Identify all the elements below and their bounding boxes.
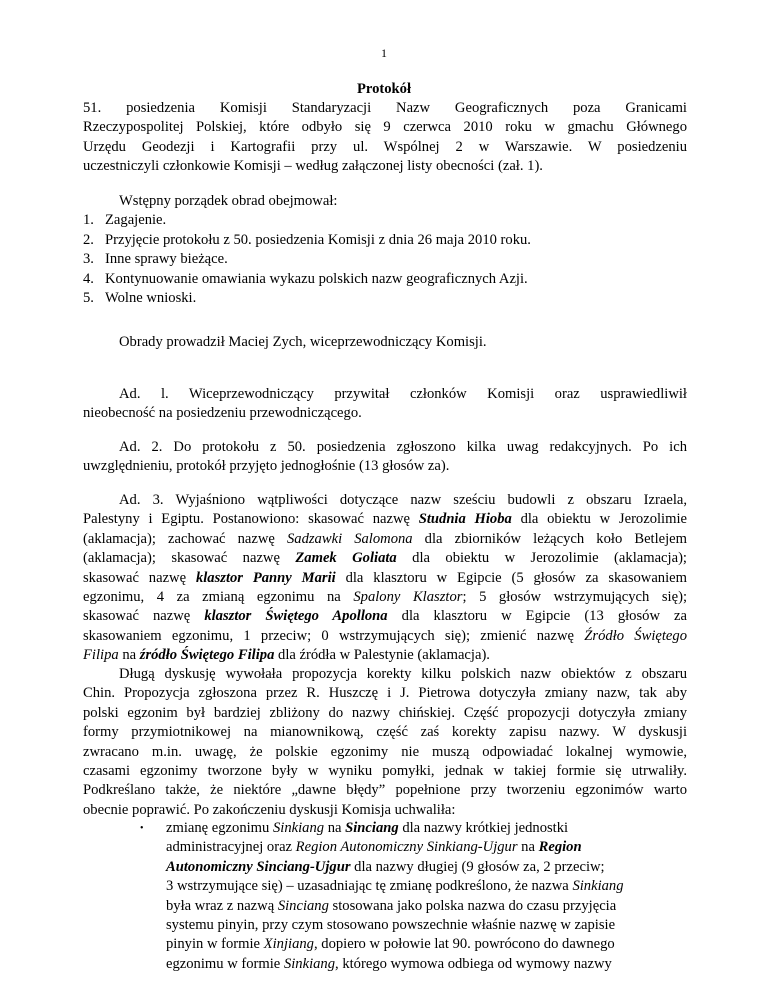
emphasis: źródło Świętego Filipa <box>139 647 275 664</box>
text-line: obecnie poprawić. Po zakończeniu dyskusji Komisja uchwaliła: <box>83 801 456 818</box>
agenda-item-text: Przyjęcie protokołu z 50. posiedzenia Komisji z dnia 26 maja 2010 roku. <box>105 231 531 248</box>
text-line: 3 wstrzymujące się) – uzasadniając tę zmianę podkreślono, że nazwa Sinkiang <box>166 878 624 895</box>
emphasis: Sadzawki Salomona <box>286 530 413 547</box>
text-line: 51. posiedzenia Komisji Standaryzacji Nazw Geograficznych poza Granicami <box>83 100 687 116</box>
text-line: Ad. l. Wiceprzewodniczący przywitał członków Komisji oraz usprawiedliwił <box>119 386 687 402</box>
bullet-text <box>166 819 700 974</box>
ad3-paragraph <box>83 491 687 666</box>
agenda-item <box>83 270 687 289</box>
agenda-item <box>83 231 687 250</box>
emphasis: Xinjiang <box>263 936 314 953</box>
emphasis: Filipa <box>83 647 119 664</box>
text-line: pinyin w formie Xinjiang, dopiero w połowie lat 90. powrócono do dawnego <box>166 936 615 953</box>
emphasis: Źródło Świętego <box>584 627 687 644</box>
text-line: Ad. 2. Do protokołu z 50. posiedzenia zgłoszono kilka uwag redakcyjnych. Po ich <box>119 439 687 455</box>
text-line: była wraz z nazwą Sinciang stosowana jako polska nazwa do czasu przyjęcia <box>166 897 617 914</box>
emphasis: Zamek Goliata <box>295 550 397 567</box>
page-number: 1 <box>381 46 387 60</box>
text-line: Urzędu Geodezji i Kartografii przy ul. Wspólnej 2 w Warszawie. W posiedzeniu <box>83 138 687 155</box>
emphasis: Autonomiczny Sinciang-Ujgur <box>166 858 351 875</box>
agenda-item-number: 5. <box>83 289 94 306</box>
emphasis: klasztor Panny Marii <box>195 569 336 586</box>
agenda-item-number: 3. <box>83 251 94 268</box>
emphasis: Sinciang <box>277 897 329 914</box>
text-line: Podkreślano także, że niektóre „dawne błędy” popełnione przy tworzeniu egzonimów warto <box>83 782 687 799</box>
agenda <box>83 192 687 308</box>
emphasis: Region Autonomiczny Sinkiang-Ujgur <box>295 839 518 856</box>
text-line: Palestyny i Egiptu. Postanowiono: skasować nazwę Studnia Hioba dla obiektu w Jerozolimie <box>83 511 687 528</box>
page-title: Protokół <box>356 81 412 97</box>
agenda-item-number: 4. <box>83 270 94 287</box>
agenda-item-number: 1. <box>83 212 94 229</box>
agenda-item <box>83 211 687 230</box>
resolution-bullet <box>140 819 700 974</box>
text-line: formy przymiotnikowej na mianownikową, część zaś korekty zapisu nazwy. W dyskusji <box>83 724 687 741</box>
chair-paragraph <box>83 333 687 352</box>
intro-paragraph <box>83 99 687 177</box>
text-line: skasowaniem egzonimu, 1 przeciw; 0 wstrzymujących się); zmienić nazwę Źródło Świętego <box>83 627 687 644</box>
text-line: czasami egzonimy tworzone były w wyniku pomyłki, jednak w takiej formie się utrwaliły. <box>83 762 687 779</box>
text-line: zwracano m.in. uwagę, że polskie egzonimy nie muszą odpowiadać lokalnej wymowie, <box>83 743 687 760</box>
text-line: Filipa na źródło Świętego Filipa dla źródła w Palestynie (aklamacja). <box>83 647 490 664</box>
text-line: egzonimu, 4 za zmianą egzonimu na Spalony Klasztor; 5 głosów wstrzymujących się); <box>83 588 688 605</box>
text-line: Ad. 3. Wyjaśniono wątpliwości dotyczące nazw sześciu budowli z obszaru Izraela, <box>119 492 687 508</box>
text-line: systemu pinyin, przy czym stosowano powszechnie właśnie nazwę w zapisie <box>166 916 616 933</box>
text-line: Rzeczypospolitej Polskiej, które odbyło się 9 czerwca 2010 roku w gmachu Głównego <box>83 119 687 136</box>
agenda-item-text: Zagajenie. <box>105 212 167 229</box>
agenda-item-text: Kontynuowanie omawiania wykazu polskich nazw geograficznych Azji. <box>105 270 528 287</box>
text-line: polski egzonim był bardziej zbliżony do nazwy chińskiej. Część propozycji dotyczyła zmiany <box>83 704 687 721</box>
agenda-list <box>83 211 687 308</box>
text-line: Długą dyskusję wywołała propozycja korekty kilku polskich nazw obiektów z obszaru <box>119 666 687 682</box>
agenda-item-number: 2. <box>83 231 94 248</box>
text-line: Autonomiczny Sinciang-Ujgur dla nazwy długiej (9 głosów za, 2 przeciw; <box>166 858 605 875</box>
text-line: uwzględnieniu, protokół przyjęto jednogłośnie (13 głosów za). <box>83 458 450 475</box>
ad1-paragraph <box>83 385 687 424</box>
agenda-item-text: Wolne wnioski. <box>105 289 197 306</box>
emphasis: Sinkiang <box>572 878 624 895</box>
text-line: nieobecność na posiedzeniu przewodniczącego. <box>83 405 362 422</box>
emphasis: Spalony Klasztor <box>353 588 463 605</box>
emphasis: Studnia Hioba <box>418 511 512 528</box>
text-line: skasować nazwę klasztor Panny Marii dla klasztoru w Egipcie (5 głosów za skasowaniem <box>83 569 687 586</box>
text-line: skasować nazwę klasztor Świętego Apollona dla klasztoru w Egipcie (13 głosów za <box>83 608 688 625</box>
agenda-item <box>83 250 687 269</box>
text-line: egzonimu w formie Sinkiang, którego wymowa odbiega od wymowy nazwy <box>166 955 612 972</box>
emphasis: Sinkiang <box>272 820 325 836</box>
emphasis: Sinkiang <box>283 955 336 972</box>
text-line: zmianę egzonimu Sinkiang na Sinciang dla nazwy krótkiej jednostki <box>166 820 569 836</box>
agenda-item <box>83 289 687 308</box>
emphasis: Sinciang <box>345 820 399 836</box>
emphasis: Region <box>538 839 582 856</box>
ad2-paragraph <box>83 438 687 477</box>
text-line: (aklamacja); zachować nazwę Sadzawki Salomona dla zbiorników leżących koło Betlejem <box>83 530 688 547</box>
text-line: Obrady prowadził Maciej Zych, wiceprzewodniczący Komisji. <box>119 334 487 350</box>
bullet-marker: • <box>140 823 144 834</box>
agenda-intro: Wstępny porządek obrad obejmował: <box>119 193 338 209</box>
emphasis: klasztor Świętego Apollona <box>204 608 388 625</box>
text-line: (aklamacja); skasować nazwę Zamek Goliata dla obiektu w Jerozolimie (aklamacja); <box>83 550 687 567</box>
text-line: uczestniczyli członkowie Komisji – według załączonej listy obecności (zał. 1). <box>83 158 543 175</box>
text-line: administracyjnej oraz Region Autonomiczny Sinkiang-Ujgur na Region <box>166 839 582 856</box>
discussion-paragraph <box>83 665 687 820</box>
text-line: Chin. Propozycja zgłoszona przez R. Huszczę i J. Pietrowa dotyczyła zmiany nazw, tak aby <box>83 685 687 702</box>
agenda-item-text: Inne sprawy bieżące. <box>105 251 228 268</box>
